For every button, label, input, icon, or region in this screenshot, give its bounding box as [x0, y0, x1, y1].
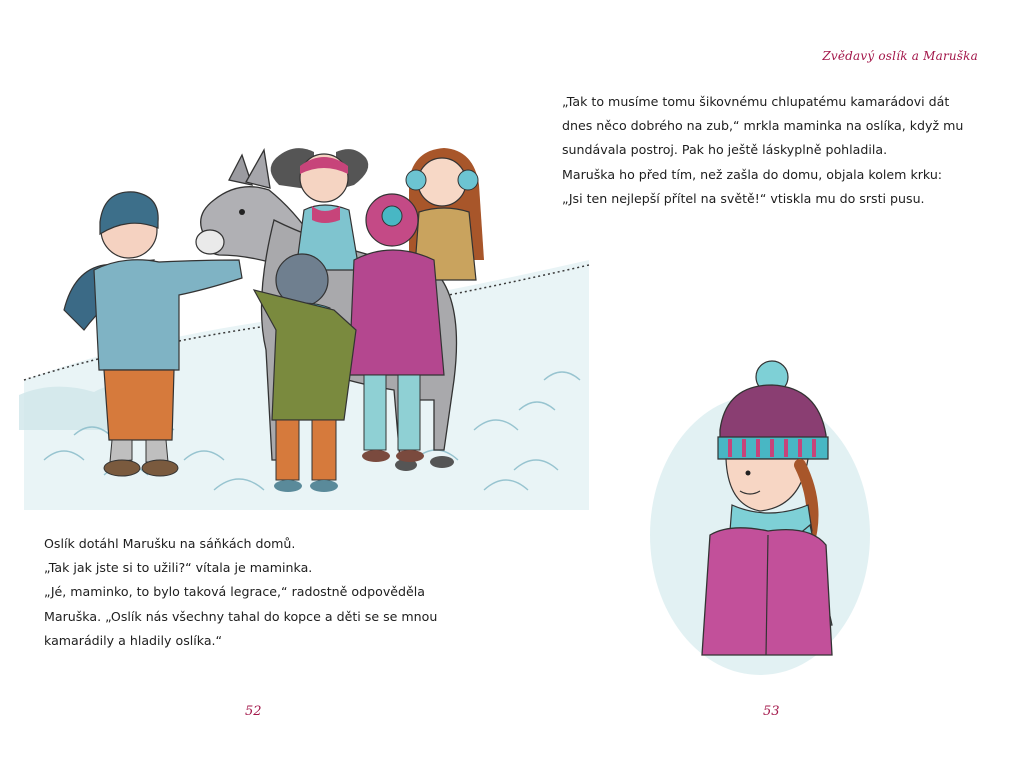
page-number-left: 52: [245, 704, 262, 719]
text-line: dnes něco dobrého na zub,“ mrkla maminka na oslíka, když mu: [562, 118, 964, 134]
page-number-right: 53: [763, 704, 780, 719]
running-header: Zvědavý oslík a Maruška: [822, 49, 978, 63]
text-line: Maruška ho před tím, než zašla do domu, objala kolem krku:: [562, 166, 943, 182]
text-line: „Jsi ten nejlepší přítel na světě!“ vtiskla mu do srsti pusu.: [562, 190, 925, 206]
left-page-text: [44, 532, 437, 653]
text-line: Maruška. „Oslík nás všechny tahal do kopce a děti se se mnou: [44, 608, 438, 624]
donkey-children-illustration: [14, 130, 594, 510]
text-line: „Tak jak jste si to užili?“ vítala je maminka.: [44, 560, 313, 576]
text-line: „Jé, maminko, to bylo taková legrace,“ radostně odpověděla: [44, 584, 425, 600]
text-line: sundávala postroj. Pak ho ještě láskyplně pohladila.: [562, 142, 888, 158]
right-page-text: [562, 90, 963, 211]
text-line: Oslík dotáhl Marušku na sáňkách domů.: [44, 536, 296, 551]
text-line: kamarádily a hladily oslíka.“: [44, 632, 223, 648]
girl-knitted-hat-illustration: [640, 355, 870, 675]
text-line: „Tak to musíme tomu šikovnému chlupatému kamarádovi dát: [562, 94, 950, 109]
